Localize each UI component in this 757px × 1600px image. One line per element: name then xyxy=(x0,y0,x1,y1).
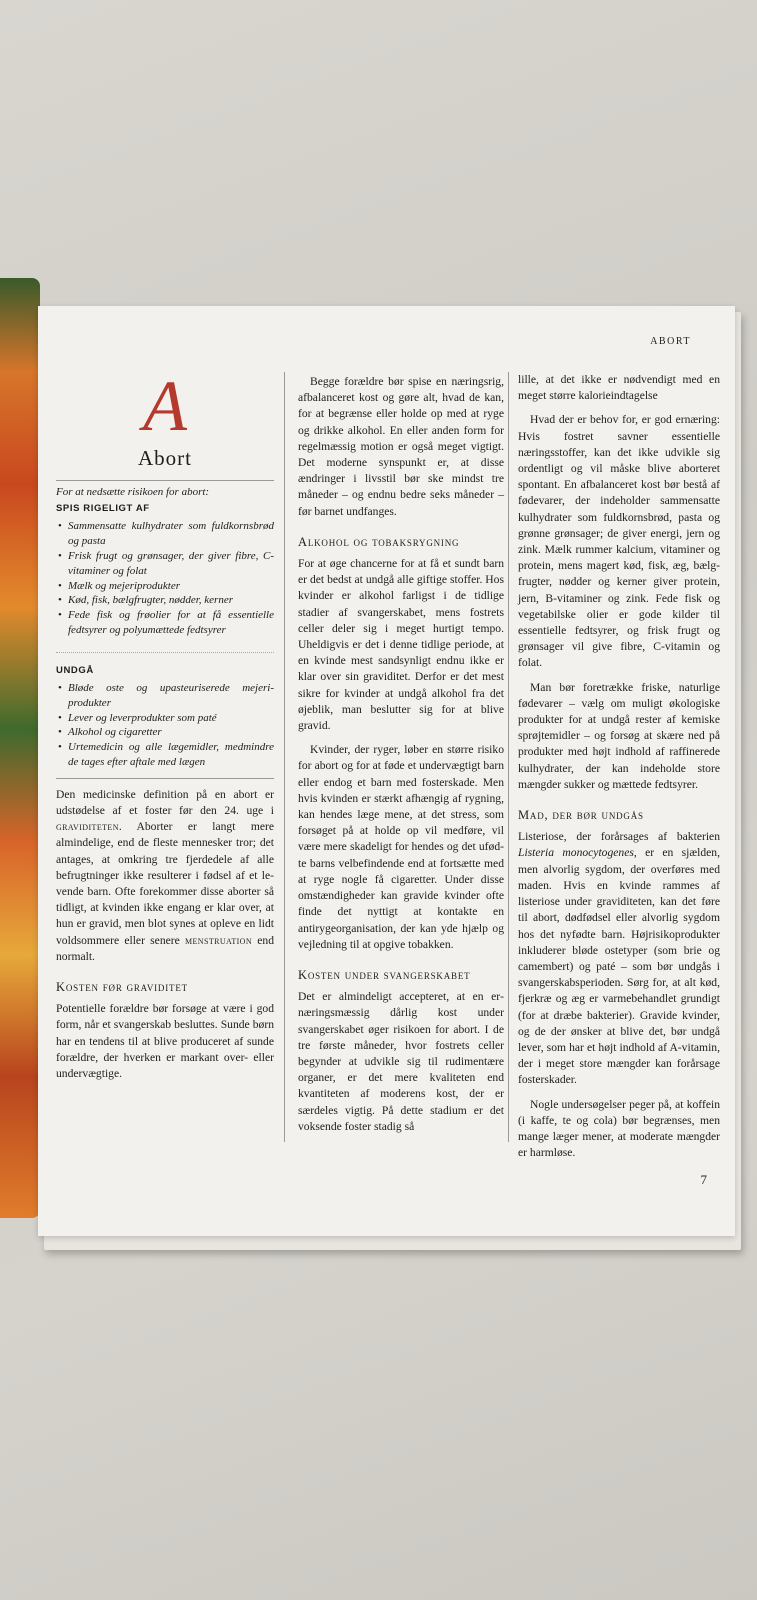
list-item: • Bløde oste og upasteuriserede mejeriprodukter xyxy=(56,681,274,711)
list-item: • Frisk frugt og grønsager, der giver fibre, C-vitaminer og folat xyxy=(56,549,274,579)
cover-flower-image xyxy=(0,278,40,1218)
list-item: • Fede fisk og frøolier for at få essentielle fedtsyrer og polyumættede fedtsyrer xyxy=(56,608,274,638)
cross-ref-menstruation: menstruation xyxy=(185,933,253,947)
decorative-initial: A xyxy=(143,366,187,446)
list-item: • Lever og leverprodukter som paté xyxy=(56,711,274,726)
column-2 xyxy=(298,374,504,1143)
paragraph: Potentielle forældre bør forsøge at være i god form, når et svangerskab besluttes. Sunde børn har en tendens til at blive produceret af sunde forældre, der hverken er markant over- eller undervægtige. xyxy=(56,1002,274,1081)
sidebar-avoid-list xyxy=(56,681,274,770)
list-item: • Mælk og mejeriprodukter xyxy=(56,579,274,594)
list-item: • Urtemedicin og alle lægemidler, medmindre de tages efter aftale med lægen xyxy=(56,740,274,770)
page-number: 7 xyxy=(700,1172,707,1187)
paragraph: For at øge chancerne for at få et sundt barn er det bedst at undgå alle giftige stoffer. Hos kvinder er alkohol farligst i de tidlige stadier af svangerskabet, mens fostrets celler deler sig i meget hurtigt tempo. Uheldigvis er det i denne tidlige periode, at en kvinde mest sandsynligt endnu ikke er klar over sin graviditet. Derfor er det mest sikre for kvinder at undgå alkohol fra det øjeblik, man beslutter sig for at blive gravid. xyxy=(298,557,504,733)
heading-kosten-foer-graviditet: Kosten før graviditet xyxy=(56,980,188,994)
paragraph: Man bør foretrække friske, naturlige fødevarer – vælg om muligt økologiske produkter for at undgå rester af kemiske sprøjtemidler – og forsøg at skære ned på produkter med højt indhold af raffinerede kulhydrater, der kan indeholde store mængder sukker og mættede fedtsyrer. xyxy=(518,680,720,791)
intro-paragraph: Den medicinske definition på en abort er udstødelse af et foster før den 24. uge i graviditeten. Aborter er langt mere almindelige, end de fleste mennesker tror; det antages, at omkring tre fjerdedele af alle befrugtninger ikke resulterer i fødsel af et levende barn. Ofte forekommer disse aborter så tidligt, at kvinden ikke engang er klar over, at hun er gravid, men blot synes at opleve en lidt voldsommere eller senere menstruation end normalt. xyxy=(56,787,274,963)
book-page xyxy=(38,306,735,1236)
species-name: Listeria monocytogenes xyxy=(518,846,634,860)
paragraph: Det er almindeligt accepteret, at en ernæringsmæssig dårlig kost under svangerskabet øger risikoen for abort. I de tre første måneder, hvor fostrets celler begynder at udvikle sig til rudimentære organer, er det mere kvaliteten end kvantiteten af moderens kost, der er særdeles vigtig. På dette stadium er det voksende foster stadig så xyxy=(298,990,504,1133)
column-1 xyxy=(56,366,274,1090)
paragraph: Hvad der er behov for, er god ernæring: Hvis fostret savner essentielle næringsstoffer, kan det ikke udvikle sig ordentligt og vil måske blive aborteret spontant. En afbalanceret kost bør bestå af fødevarer, der indeholder sammensatte kulhydrater som fuldkornsbrød, pasta og grønne grønsager; de giver energi, jern og zink. Mælk rummer kalcium, vitaminer og protein, mens magert kød, fisk, æg, bælgfrugter, nødder og kerner giver protein, jern, B-vitaminer og zink. Fede fisk og vegetabilske olier er gode kilder til essentielle fedtsyrer, og frisk frugt og grønsager vil give fibre, C-vitamin og folat. xyxy=(518,413,720,670)
sidebar-eat-heading: SPIS RIGELIGT AF xyxy=(56,503,150,515)
sidebar-box xyxy=(56,480,274,779)
list-item: • Kød, fisk, bælgfrugter, nødder, kerner xyxy=(56,593,274,608)
heading-mad-der-boer-undgaas: Mad, der bør undgås xyxy=(518,808,644,823)
heading-kosten-under-svangerskabet: Kosten under svangerskabet xyxy=(298,967,471,982)
paragraph: Listeriose, der forårsages af bakterien Listeria monocytogenes, er en sjælden, men alvorlig sygdom, der overføres med maden. Hvis en kvinde rammes af listeriose under graviditeten, kan det føre til abort, dødfødsel eller alvorlig sygdom hos det nyfødte barn. Højrisikoprodukter inkluderer bløde ostetyper (som brie og camembert) og paté – som bør undgås i svangerskabsperioden. Sørg for, at alt kød, fjerkræ og æg er varmebehandlet grundigt (for at dræbe bakterier). Gravide kvinder, og de der ønsker at blive det, bør undgå lever, som har et højt indhold af A-vitamin, der i meget store mængder kan forårsage fosterskader. xyxy=(518,830,720,1087)
paragraph: Kvinder, der ryger, løber en større risiko for abort og for at føde et undervægtigt barn eller endog et barn med fosterskade. Men hvis kvinden er stærkt afhængig af rygning, kan hendes læge mene, at det stress, som forsøget på at holde op vil medføre, vil være mere skadeligt for hendes og det ufødte barns velbefindende end at fortsætte med at ryge nogle få cigaretter. Under disse omstændigheder kan gravide kvinder ofte finde det nyttigt at kontakte en antirygeorganisation, der kan yde hjælp og vejledning til at opgive tobakken. xyxy=(298,743,504,951)
heading-alkohol-og-tobaksrygning: Alkohol og tobaksrygning xyxy=(298,534,460,549)
paragraph: Begge forældre bør spise en næringsrig, afbalanceret kost og gøre alt, hvad de kan, for at begrænse eller holde op med at ryge og drikke alkohol. En eller anden form for regelmæssig motion er også meget vigtigt. Det moderne synspunkt er, at disse ændringer i livsstil bør ske mindst tre måneder – og endnu bedre seks måneder – før barnet undfanges. xyxy=(298,375,504,518)
list-item: • Sammensatte kulhydrater som fuldkornsbrød og pasta xyxy=(56,519,274,549)
column-rule-1 xyxy=(284,372,285,1142)
sidebar-eat-list xyxy=(56,519,274,637)
sidebar-intro: For at nedsætte risikoen for abort: xyxy=(56,486,210,499)
sidebar-avoid-heading: UNDGÅ xyxy=(56,652,274,679)
article-title: Abort xyxy=(138,446,192,470)
column-rule-2 xyxy=(508,372,509,1142)
paragraph: lille, at det ikke er nødvendigt med en meget større kalorieindtagelse xyxy=(518,373,720,403)
cross-ref-graviditeten: graviditeten xyxy=(56,820,119,834)
column-3 xyxy=(518,372,720,1169)
paragraph: Nogle undersøgelser peger på, at koffein (i kaffe, te og cola) bør begrænses, men mange læger mener, at moderate mængder er harmløse. xyxy=(518,1097,720,1160)
list-item: • Alkohol og cigaretter xyxy=(56,725,274,740)
running-head: ABORT xyxy=(650,336,691,347)
